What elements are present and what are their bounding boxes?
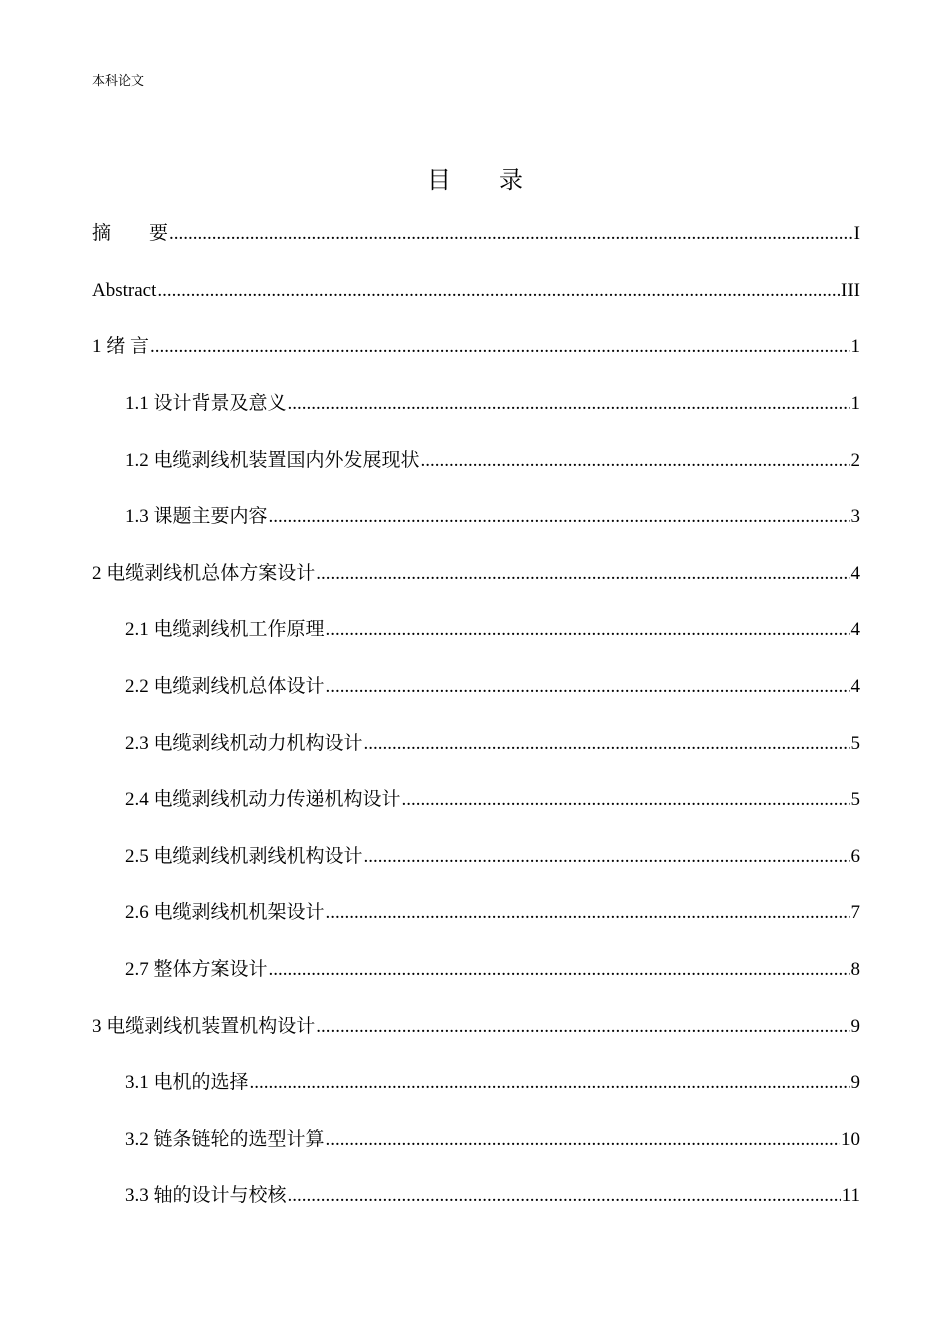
toc-entry[interactable]: [92, 1168, 860, 1225]
toc-entry-page-number: 2: [850, 449, 860, 471]
dot-leader: [250, 1071, 850, 1095]
toc-entry-title: 1.2 电缆剥线机装置国内外发展现状: [125, 449, 420, 471]
dot-leader: [402, 788, 850, 812]
toc-entry-page-number: 7: [850, 902, 860, 924]
toc-entry-page-number: 6: [850, 845, 860, 867]
table-of-contents: [92, 206, 860, 1225]
toc-entry[interactable]: [92, 319, 860, 376]
toc-entry-page-number: 10: [841, 1128, 860, 1150]
toc-entry-page-number: 9: [850, 1015, 860, 1037]
toc-entry[interactable]: [92, 1112, 860, 1169]
toc-entry-page-number: 3: [850, 506, 860, 528]
dot-leader: [364, 732, 850, 756]
toc-entry-page-number: 1: [850, 393, 860, 415]
dot-leader: [150, 335, 849, 359]
toc-entry-page-number: 5: [850, 789, 860, 811]
toc-entry-title: 2.6 电缆剥线机机架设计: [125, 902, 325, 924]
dot-leader: [326, 1128, 840, 1152]
dot-leader: [169, 222, 853, 246]
toc-title: 目录: [427, 166, 571, 194]
toc-entry[interactable]: [92, 602, 860, 659]
toc-entry-title: 2.3 电缆剥线机动力机构设计: [125, 732, 363, 754]
toc-entry-page-number: 5: [850, 732, 860, 754]
dot-leader: [326, 901, 850, 925]
toc-entry[interactable]: [92, 206, 860, 263]
dot-leader: [269, 958, 850, 982]
dot-leader: [288, 1184, 841, 1208]
toc-entry[interactable]: [92, 942, 860, 999]
toc-entry-title: 摘 要: [92, 223, 169, 245]
toc-entry-page-number: III: [841, 279, 860, 301]
toc-entry[interactable]: [92, 885, 860, 942]
dot-leader: [288, 392, 850, 416]
dot-leader: [421, 449, 850, 473]
toc-entry-title: 2.1 电缆剥线机工作原理: [125, 619, 325, 641]
toc-entry-title: 2.7 整体方案设计: [125, 959, 268, 981]
toc-entry-title: 3.1 电机的选择: [125, 1072, 249, 1094]
dot-leader: [157, 279, 840, 303]
toc-entry[interactable]: [92, 263, 860, 320]
toc-entry[interactable]: [92, 546, 860, 603]
toc-entry[interactable]: [92, 376, 860, 433]
dot-leader: [316, 562, 849, 586]
toc-entry-title: 1 绪 言: [92, 336, 150, 358]
toc-entry-title: 1.3 课题主要内容: [125, 506, 268, 528]
toc-entry-title: 2.5 电缆剥线机剥线机构设计: [125, 845, 363, 867]
toc-entry-page-number: 9: [850, 1072, 860, 1094]
toc-entry-title: 2.2 电缆剥线机总体设计: [125, 676, 325, 698]
toc-entry-title: 3 电缆剥线机装置机构设计: [92, 1015, 316, 1037]
dot-leader: [326, 675, 850, 699]
toc-entry[interactable]: [92, 659, 860, 716]
toc-entry-page-number: 4: [850, 562, 860, 584]
toc-entry-page-number: I: [853, 223, 860, 245]
toc-entry-title: 2 电缆剥线机总体方案设计: [92, 562, 316, 584]
toc-entry-page-number: 1: [850, 336, 860, 358]
toc-entry[interactable]: [92, 772, 860, 829]
dot-leader: [269, 505, 850, 529]
dot-leader: [364, 845, 850, 869]
running-header: 本科论文: [92, 74, 145, 89]
toc-entry[interactable]: [92, 1055, 860, 1112]
toc-entry-title: 2.4 电缆剥线机动力传递机构设计: [125, 789, 401, 811]
dot-leader: [316, 1015, 849, 1039]
toc-entry[interactable]: [92, 432, 860, 489]
toc-entry-title: Abstract: [92, 279, 157, 301]
toc-entry[interactable]: [92, 998, 860, 1055]
dot-leader: [326, 618, 850, 642]
toc-entry-title: 3.2 链条链轮的选型计算: [125, 1128, 325, 1150]
toc-entry-page-number: 8: [850, 959, 860, 981]
toc-entry[interactable]: [92, 489, 860, 546]
toc-entry-title: 3.3 轴的设计与校核: [125, 1185, 287, 1207]
toc-entry[interactable]: [92, 715, 860, 772]
toc-entry-title: 1.1 设计背景及意义: [125, 393, 287, 415]
toc-entry-page-number: 4: [850, 619, 860, 641]
toc-entry[interactable]: [92, 829, 860, 886]
toc-entry-page-number: 4: [850, 676, 860, 698]
toc-entry-page-number: 11: [841, 1185, 860, 1207]
